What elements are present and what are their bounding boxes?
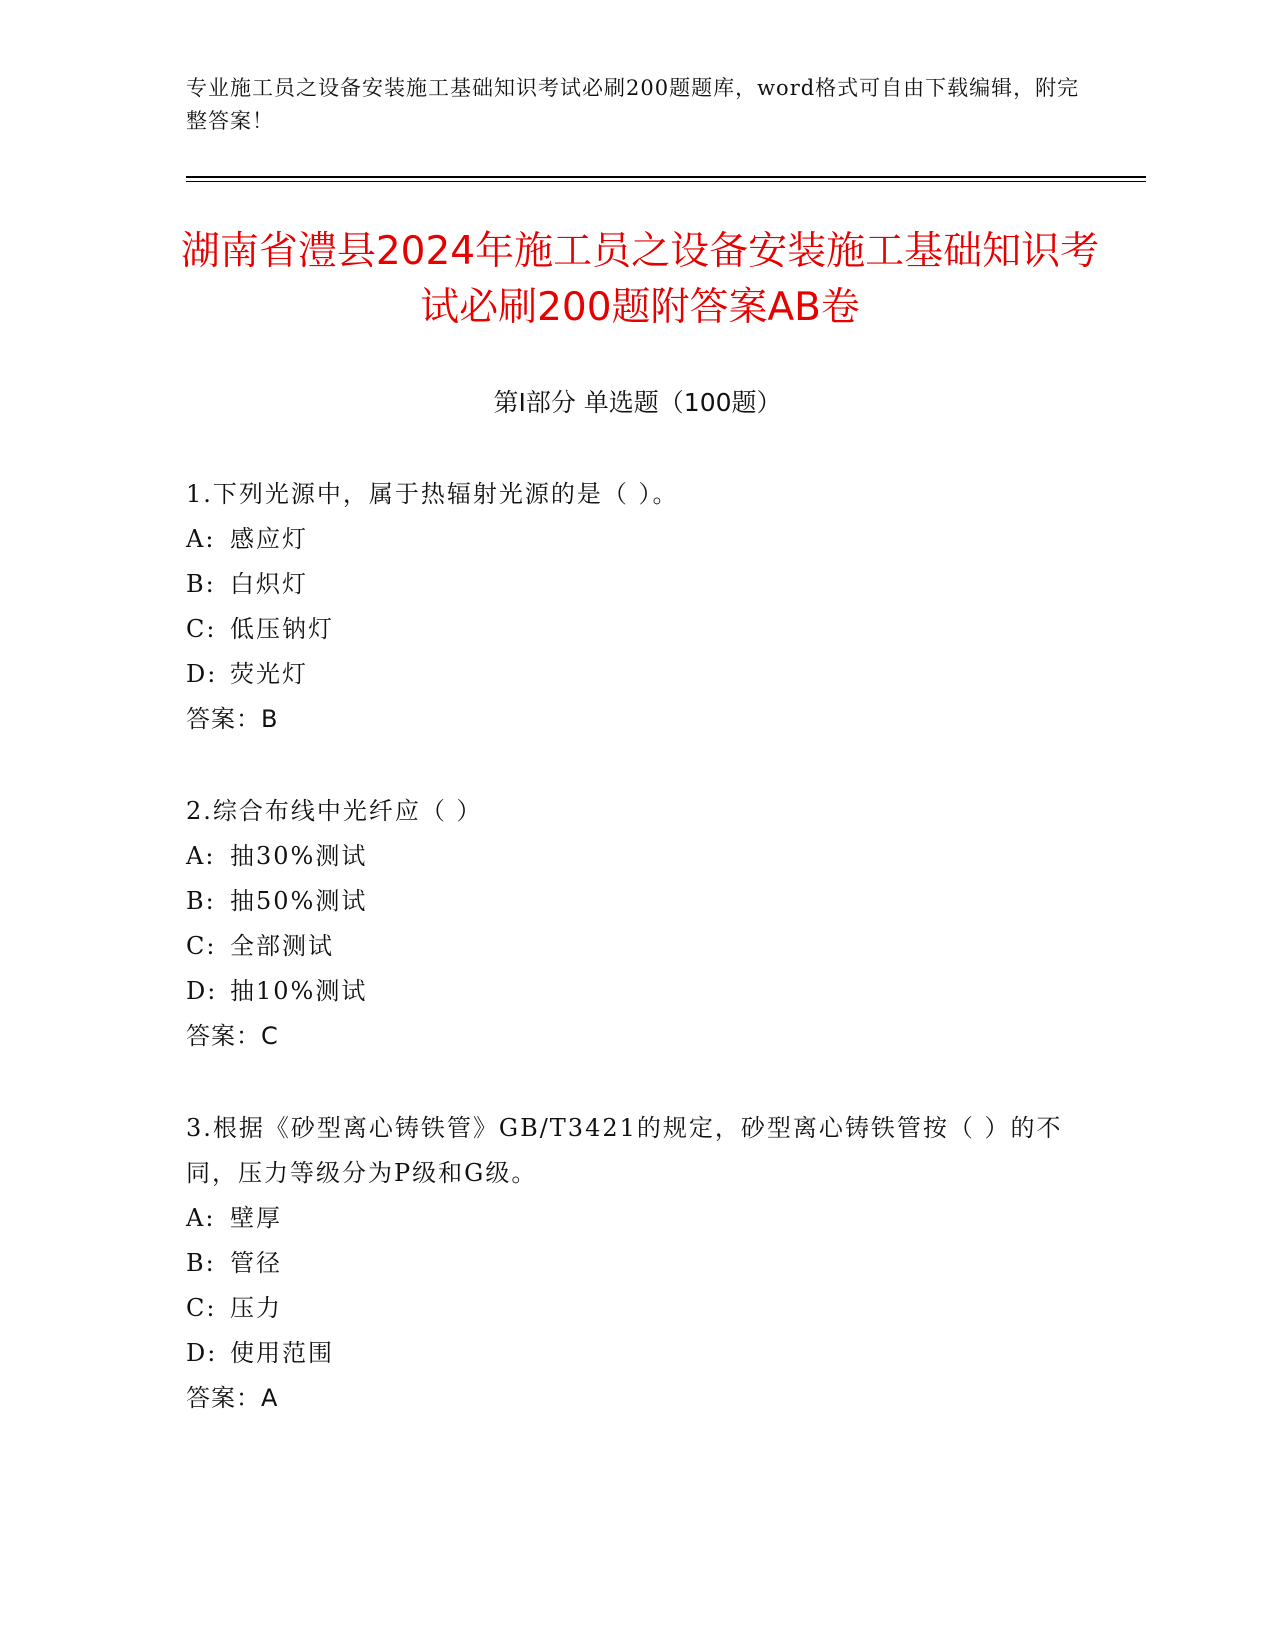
section-title: 第Ⅰ部分 单选题（100题） (493, 388, 782, 417)
option-text: 压力 (230, 1294, 282, 1322)
option-key: C: (186, 932, 217, 960)
option-key: B: (186, 570, 216, 598)
option-text: 壁厚 (230, 1204, 282, 1232)
option-text: 低压钠灯 (230, 615, 334, 643)
option-key: A: (186, 842, 216, 870)
question-stem: 1.下列光源中，属于热辐射光源的是（ ）。 (186, 480, 679, 508)
option-key: D: (186, 977, 218, 1005)
option-key: D: (186, 1339, 218, 1367)
option-key: B: (186, 887, 216, 915)
question-stem: 3.根据《砂型离心铸铁管》GB/T3421的规定，砂型离心铸铁管按（ ）的不同，压力等级分为P级和G级。 (186, 1114, 1063, 1187)
option-c (186, 924, 1066, 969)
option-d (186, 969, 1066, 1014)
option-text: 抽30%测试 (230, 842, 368, 870)
option-a (186, 1196, 1066, 1241)
option-key: D: (186, 660, 218, 688)
answer-value: B (261, 705, 279, 733)
option-text: 抽10%测试 (230, 977, 368, 1005)
question-stem: 2.综合布线中光纤应（ ） (186, 797, 483, 825)
option-key: A: (186, 1204, 216, 1232)
answer-label: 答案： (186, 1022, 261, 1050)
option-a (186, 517, 1066, 562)
answer-line (186, 1376, 1066, 1421)
option-c (186, 1286, 1066, 1331)
option-text: 白炽灯 (230, 570, 308, 598)
answer-label: 答案： (186, 1384, 261, 1412)
document-title: 湖南省澧县2024年施工员之设备安装施工基础知识考试必刷200题附答案AB卷 (180, 229, 1100, 330)
option-d (186, 1331, 1066, 1376)
question-3 (186, 1106, 1066, 1421)
question-1 (186, 472, 1066, 742)
question-2 (186, 789, 1066, 1059)
answer-value: A (261, 1384, 279, 1412)
option-text: 感应灯 (230, 525, 308, 553)
answer-line (186, 697, 1066, 742)
header-note: 专业施工员之设备安装施工基础知识考试必刷200题题库，word格式可自由下载编辑，附完整答案！ (186, 76, 1080, 133)
option-key: A: (186, 525, 216, 553)
option-a (186, 834, 1066, 879)
option-d (186, 652, 1066, 697)
header-divider-thick (186, 176, 1146, 178)
option-text: 管径 (230, 1249, 282, 1277)
option-text: 荧光灯 (230, 660, 308, 688)
option-key: B: (186, 1249, 216, 1277)
option-text: 全部测试 (230, 932, 334, 960)
answer-label: 答案： (186, 705, 261, 733)
option-c (186, 607, 1066, 652)
option-b (186, 1241, 1066, 1286)
option-key: C: (186, 1294, 217, 1322)
question-list (186, 472, 1066, 1468)
answer-value: C (261, 1022, 279, 1050)
option-key: C: (186, 615, 217, 643)
answer-line (186, 1014, 1066, 1059)
option-text: 使用范围 (230, 1339, 334, 1367)
option-b (186, 879, 1066, 924)
header-divider-thin (186, 181, 1146, 182)
option-b (186, 562, 1066, 607)
option-text: 抽50%测试 (230, 887, 368, 915)
